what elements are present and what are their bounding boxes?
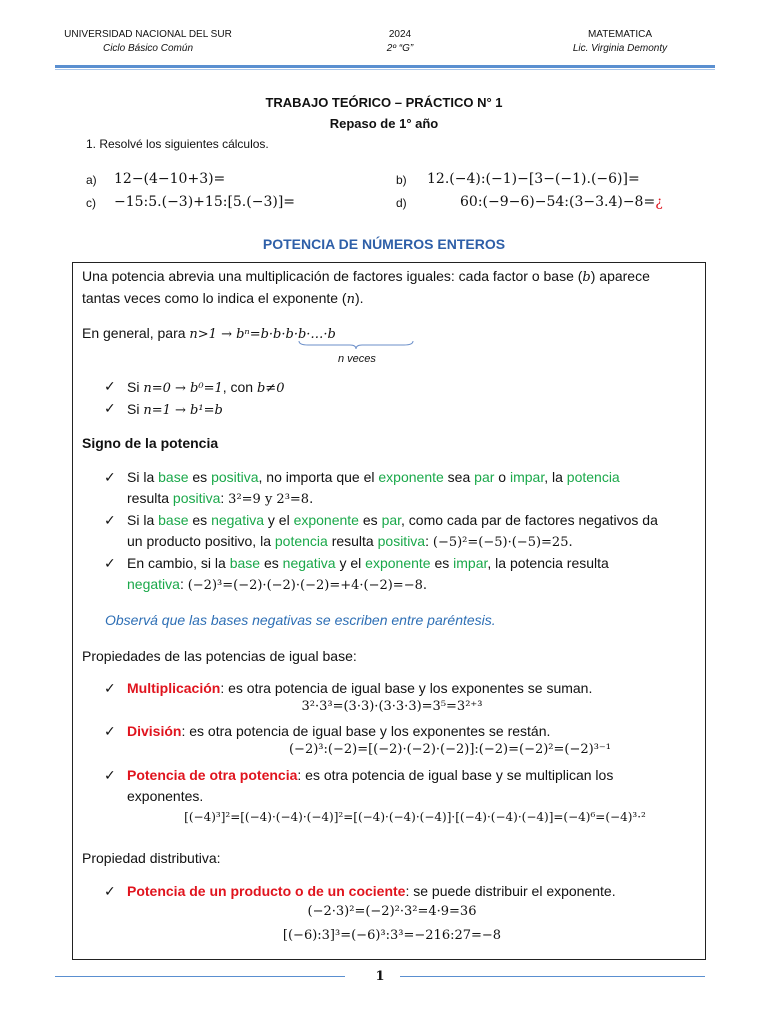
- brace-label: n veces: [338, 353, 376, 365]
- header-subject: [540, 28, 700, 56]
- distrib-math-1: (−2·3)²=(−2)²·3²=4·9=36: [307, 904, 477, 919]
- prop-division-math: (−2)³:(−2)=[(−2)·(−2)·(−2)]:(−2)=(−2)²=(−2)³⁻¹: [288, 742, 611, 757]
- sign-rule-negative-odd: En cambio, si la base es negativa y el exponente es impar, la potencia resulta negativa: (−2)³=(−2)·(−2)·(−2)=+4·(−2)=−8.: [127, 555, 609, 593]
- distrib-math-2: [(−6):3]³=(−6)³:3³=−216:27=−8: [282, 928, 502, 943]
- check-icon: ✓: [104, 378, 116, 394]
- exercise-expr-d: 60:(−9−6)−54:(3−3.4)−8=¿: [460, 194, 663, 210]
- teacher: Lic. Virginia Demonty: [572, 43, 668, 54]
- exercise-expr-a: 12−(4−10+3)=: [114, 171, 226, 187]
- page-subtitle: Repaso de 1° año: [329, 116, 439, 131]
- check-icon: ✓: [104, 512, 116, 528]
- exercise-label-a: a): [86, 173, 97, 187]
- prop-multiplication: Multiplicación: es otra potencia de igual base y los exponentes se suman.: [127, 680, 593, 696]
- prop-distributive: Potencia de un producto o de un cociente: se puede distribuir el exponente.: [127, 883, 616, 899]
- header-rule: [55, 65, 715, 68]
- check-icon: ✓: [104, 555, 116, 571]
- footer-rule-right: [400, 976, 705, 977]
- props-heading: Propiedades de las potencias de igual base:: [82, 648, 357, 664]
- exercise-label-d: d): [396, 196, 407, 210]
- check-icon: ✓: [104, 767, 116, 783]
- exercise-label-b: b): [396, 173, 407, 187]
- course-group: 2º “G”: [386, 43, 414, 54]
- note-parentheses: Observá que las bases negativas se escriben entre paréntesis.: [105, 612, 496, 628]
- distrib-heading: Propiedad distributiva:: [82, 850, 221, 866]
- section-title: POTENCIA DE NÚMEROS ENTEROS: [262, 236, 506, 252]
- prop-power-of-power: Potencia de otra potencia: es otra potencia de igual base y se multiplican los exponentes.: [127, 767, 614, 804]
- year: 2024: [388, 29, 412, 40]
- exercise-expr-b: 12.(−4):(−1)−[3−(−1).(−6)]=: [427, 171, 640, 187]
- page-title: TRABAJO TEÓRICO – PRÁCTICO N° 1: [265, 95, 503, 110]
- footer-rule-left: [55, 976, 345, 977]
- intro-text: Una potencia abrevia una multiplicación de factores iguales: cada factor o base (b) aparece tantas veces como lo indica el exponente (n).: [82, 268, 650, 307]
- prop-multiplication-math: 3²·3³=(3·3)·(3·3·3)=3⁵=3²⁺³: [301, 699, 483, 714]
- header-rule-thin: [55, 69, 715, 70]
- check-icon: ✓: [104, 400, 116, 416]
- exercise-label-c: c): [86, 196, 96, 210]
- header-year: [350, 28, 450, 56]
- check-icon: ✓: [104, 883, 116, 899]
- brace-icon: [298, 340, 414, 350]
- subject: MATEMATICA: [587, 29, 653, 40]
- sign-rule-positive: Si la base es positiva, no importa que el exponente sea par o impar, la potencia resulta positiva: 3²=9 y 2³=8.: [127, 469, 620, 507]
- check-icon: ✓: [104, 469, 116, 485]
- check-icon: ✓: [104, 723, 116, 739]
- rule-n0: Si n=0 → b⁰=1, con b≠0: [127, 379, 285, 396]
- exercise-instruction: 1. Resolvé los siguientes cálculos.: [86, 137, 269, 151]
- prop-division: División: es otra potencia de igual base y los exponentes se restán.: [127, 723, 551, 739]
- sign-rule-negative-even: Si la base es negativa y el exponente es par, como cada par de factores negativos da un producto positivo, la potencia resulta positiva: (−5)²=(−5)·(−5)=25.: [127, 512, 658, 550]
- page-number: 1: [375, 969, 385, 984]
- header-institution: [58, 28, 238, 56]
- exercise-expr-c: −15:5.(−3)+15:[5.(−3)]=: [114, 194, 296, 210]
- check-icon: ✓: [104, 680, 116, 696]
- sign-heading: Signo de la potencia: [82, 435, 219, 451]
- general-formula: En general, para n>1 → bⁿ=b·b·b·b·…·b: [82, 325, 336, 342]
- rule-n1: Si n=1 → b¹=b: [127, 401, 223, 418]
- institution-cycle: Ciclo Básico Común: [102, 43, 194, 54]
- institution-name: UNIVERSIDAD NACIONAL DEL SUR: [64, 29, 232, 40]
- prop-power-math: [(−4)³]²=[(−4)·(−4)·(−4)]²=[(−4)·(−4)·(−4)]·[(−4)·(−4)·(−4)]=(−4)⁶=(−4)³·²: [184, 810, 646, 824]
